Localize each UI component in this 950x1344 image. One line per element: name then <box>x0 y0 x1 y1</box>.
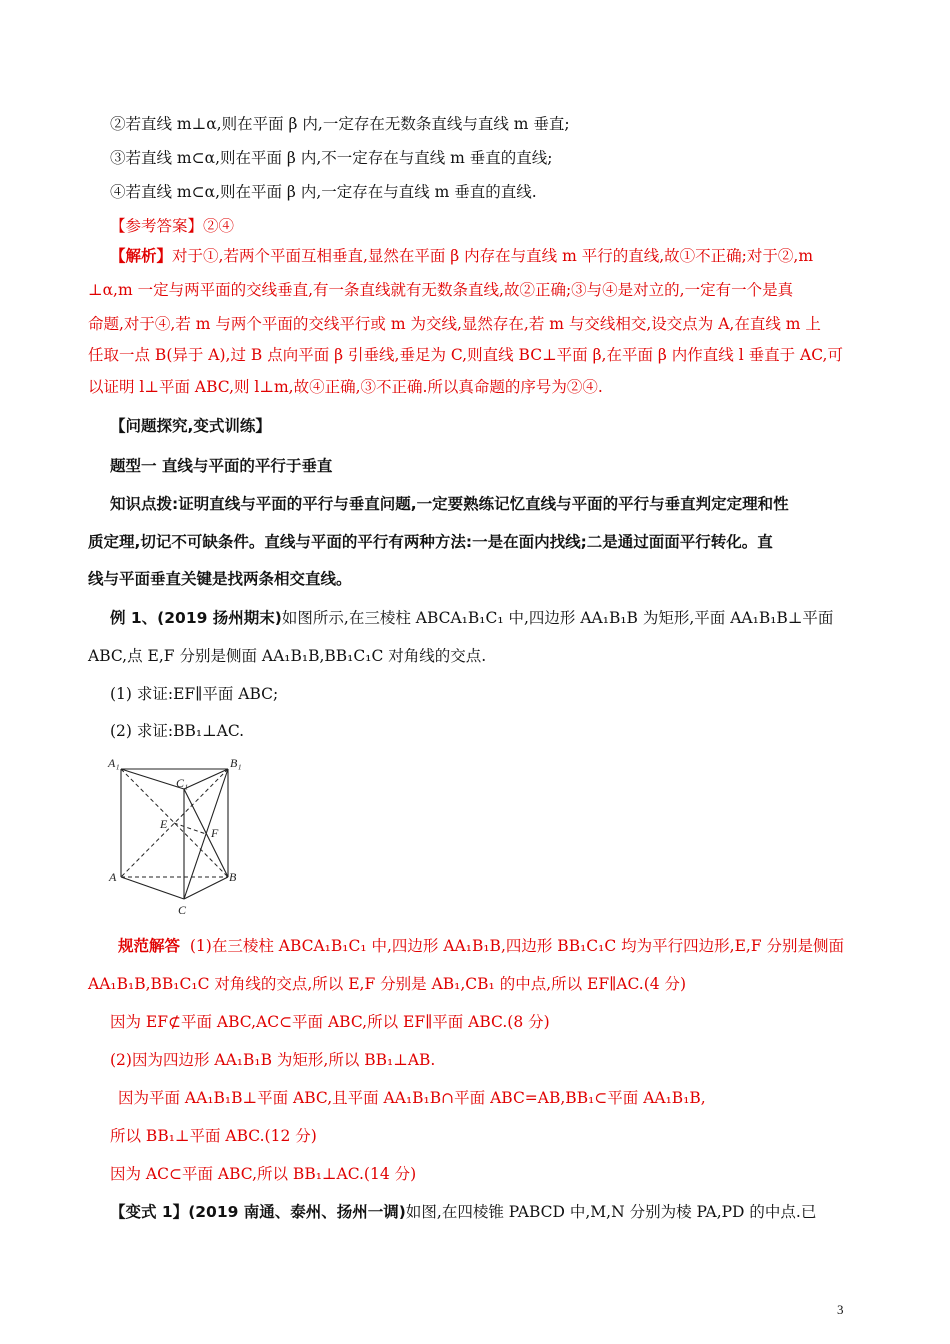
analysis-line-2: ⊥α,m 一定与两平面的交线垂直,有一条直线就有无数条直线,故②正确;③与④是对立的,一定有一个是真 <box>88 281 794 299</box>
diagonal-b1-c <box>184 769 228 899</box>
prism-figure <box>104 752 244 922</box>
edge-c1-b1 <box>184 769 228 789</box>
segment-e-f-hidden <box>174 823 206 834</box>
label-c: C <box>178 903 187 917</box>
solution-line-1 <box>118 936 844 956</box>
label-a1: A₁ <box>108 756 120 770</box>
example-line-2: ABC,点 E,F 分别是侧面 AA₁B₁B,BB₁C₁C 对角线的交点. <box>88 647 487 665</box>
example-label: 例 1、(2019 扬州期末) <box>110 609 282 627</box>
label-b1: B₁ <box>230 756 242 770</box>
condition-2: ②若直线 m⊥α,则在平面 β 内,一定存在无数条直线与直线 m 垂直; <box>110 115 570 133</box>
analysis-text-1: 对于①,若两个平面互相垂直,显然在平面 β 内存在与直线 m 平行的直线,故①不正确;对于②,m <box>172 247 814 265</box>
solution-line-6: 所以 BB₁⊥平面 ABC.(12 分) <box>110 1127 317 1145</box>
knowledge-line-1: 知识点拨:证明直线与平面的平行与垂直问题,一定要熟练记忆直线与平面的平行与垂直判定定理和性 <box>110 495 789 513</box>
analysis-label: 【解析】 <box>110 247 173 265</box>
label-f: F <box>211 826 219 840</box>
solution-line-2: AA₁B₁B,BB₁C₁C 对角线的交点,所以 E,F 分别是 AB₁,CB₁ 的中点,所以 EF∥AC.(4 分) <box>88 975 687 993</box>
page-number: 3 <box>837 1302 844 1317</box>
knowledge-line-3: 线与平面垂直关键是找两条相交直线。 <box>88 570 352 588</box>
variant-line <box>110 1202 816 1222</box>
edge-a-c <box>121 877 184 899</box>
section-title: 【问题探究,变式训练】 <box>110 417 271 435</box>
knowledge-line-2: 质定理,切记不可缺条件。直线与平面的平行有两种方法:一是在面内找线;二是通过面面平行转化。直 <box>88 533 773 551</box>
label-a: A <box>109 870 117 884</box>
analysis-line-5: 以证明 l⊥平面 ABC,则 l⊥m,故④正确,③不正确.所以真命题的序号为②④. <box>88 378 603 396</box>
edge-a1-c1 <box>121 769 184 789</box>
question-1: (1) 求证:EF∥平面 ABC; <box>110 685 279 703</box>
solution-line-3: 因为 EF⊄平面 ABC,AC⊂平面 ABC,所以 EF∥平面 ABC.(8 分) <box>110 1013 550 1031</box>
label-e: E <box>160 817 168 831</box>
analysis-line-4: 任取一点 B(异于 A),过 B 点向平面 β 引垂线,垂足为 C,则直线 BC⊥平面 β,在平面 β 内作直线 l 垂直于 AC,可 <box>88 346 843 364</box>
question-2: (2) 求证:BB₁⊥AC. <box>110 722 245 740</box>
variant-source: (2019 南通、泰州、扬州一调) <box>188 1203 406 1221</box>
example-text-1: 如图所示,在三棱柱 ABCA₁B₁C₁ 中,四边形 AA₁B₁B 为矩形,平面 AA₁B₁B⊥平面 <box>281 609 834 627</box>
reference-answer: 【参考答案】②④ <box>110 217 235 235</box>
solution-line-7: 因为 AC⊂平面 ABC,所以 BB₁⊥AC.(14 分) <box>110 1165 417 1183</box>
analysis-line-3: 命题,对于④,若 m 与两个平面的交线平行或 m 为交线,显然存在,若 m 与交线相交,设交点为 A,在直线 m 上 <box>88 315 821 333</box>
analysis-line-1 <box>110 246 813 266</box>
label-c1: C₁ <box>176 776 189 790</box>
variant-text: 如图,在四棱锥 PABCD 中,M,N 分别为棱 PA,PD 的中点.已 <box>405 1203 817 1221</box>
condition-4: ④若直线 m⊂α,则在平面 β 内,一定存在与直线 m 垂直的直线. <box>110 183 537 201</box>
type-title: 题型一 直线与平面的平行于垂直 <box>110 457 333 475</box>
solution-line-5: 因为平面 AA₁B₁B⊥平面 ABC,且平面 AA₁B₁B∩平面 ABC=AB,BB₁⊂平面 AA₁B₁B, <box>118 1089 706 1107</box>
label-b: B <box>229 870 237 884</box>
condition-3: ③若直线 m⊂α,则在平面 β 内,不一定存在与直线 m 垂直的直线; <box>110 149 553 167</box>
variant-label: 【变式 1】 <box>110 1203 189 1221</box>
example-line-1 <box>110 608 833 628</box>
solution-text-1: (1)在三棱柱 ABCA₁B₁C₁ 中,四边形 AA₁B₁B,四边形 BB₁C₁C 均为平行四边形,E,F 分别是侧面 <box>189 937 845 955</box>
solution-label: 规范解答 <box>118 937 181 955</box>
solution-line-4: (2)因为四边形 AA₁B₁B 为矩形,所以 BB₁⊥AB. <box>110 1051 436 1069</box>
